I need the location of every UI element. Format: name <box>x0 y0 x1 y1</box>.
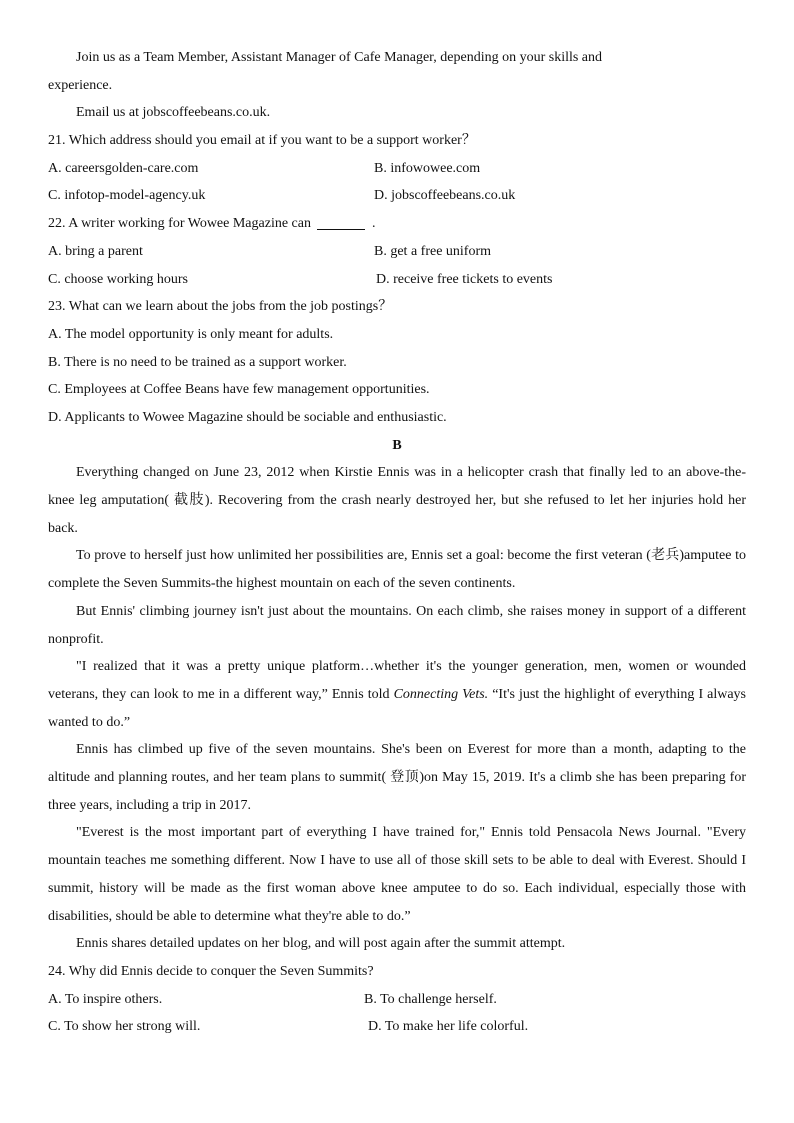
option-23-c: C. Employees at Coffee Beans have few management opportunities. <box>48 382 430 398</box>
question-24-stem: 24. Why did Ennis decide to conquer the Seven Summits? <box>48 963 374 979</box>
passage-b-paragraph-5: Ennis has climbed up five of the seven mountains. She's been on Everest for more than a month, adapting to the altitude and planning routes, and her team plans to summit( 登顶)on May 15, 2019. It's a climb she has been preparing for three years, including a trip in 2017. <box>48 742 746 813</box>
passage-b-paragraph-7: Ennis shares detailed updates on her blog, and will post again after the summit attempt. <box>76 936 566 952</box>
question-22-options-row-1 <box>48 238 746 266</box>
option-22-d: D. receive free tickets to events <box>376 271 553 287</box>
join-text: Join us as a Team Member, Assistant Manager of Cafe Manager, depending on your skills and <box>76 50 603 65</box>
question-24-options-row-2 <box>48 1013 746 1041</box>
option-23-d: D. Applicants to Wowee Magazine should be sociable and enthusiastic. <box>48 409 447 425</box>
option-24-b: B. To challenge herself. <box>364 991 497 1007</box>
option-22-a: A. bring a parent <box>48 243 143 259</box>
question-22-stem <box>48 210 746 238</box>
answer-blank <box>317 215 365 230</box>
question-22-options-row-2 <box>48 266 746 294</box>
option-22-c: C. choose working hours <box>48 271 188 287</box>
option-24-c: C. To show her strong will. <box>48 1019 201 1035</box>
question-21-options-row-1 <box>48 155 746 183</box>
section-b-heading: B <box>392 437 402 453</box>
option-21-a: A. careersgolden-care.com <box>48 160 199 176</box>
quote-source: Connecting Vets. <box>393 686 489 702</box>
option-24-a: A. To inspire others. <box>48 991 163 1007</box>
email-text: Email us at jobscoffeebeans.co.uk. <box>76 105 271 121</box>
quote-text: "I realized that it was a pretty unique platform…whether it's the younger generation, men, women or wounded veterans, they can look to me in a different way,” Ennis told <box>48 659 746 702</box>
passage-b-paragraph-3: But Ennis' climbing journey isn't just about the mountains. On each climb, she raises money in support of a different nonprofit. <box>48 603 746 647</box>
question-23-stem: 23. What can we learn about the jobs from the job postings？ <box>48 299 393 315</box>
option-21-c: C. infotop-model-agency.uk <box>48 188 206 204</box>
passage-b-paragraph-2: To prove to herself just how unlimited her possibilities are, Ennis set a goal: become the first veteran (老兵)amputee to complete the Seven Summits-the highest mountain on each of the seven continents. <box>48 548 746 592</box>
option-23-a: A. The model opportunity is only meant for adults. <box>48 326 334 342</box>
join-text-cont: experience. <box>48 77 113 93</box>
option-21-b: B. infowowee.com <box>374 160 481 176</box>
question-24-options-row-1 <box>48 986 746 1014</box>
passage-b-paragraph-4 <box>48 653 746 736</box>
question-22-stem-text: 22. A writer working for Wowee Magazine can <box>48 216 311 232</box>
passage-b-paragraph-1: Everything changed on June 23, 2012 when Kirstie Ennis was in a helicopter crash that finally led to an above-the-knee leg amputation( 截肢). Recovering from the crash nearly destroyed her, but she refused to let her injuries hold her back. <box>48 465 746 536</box>
option-22-b: B. get a free uniform <box>374 243 492 259</box>
quote-text-end: “It's just the highlight of everything I always wanted to do.” <box>48 686 746 730</box>
option-24-d: D. To make her life colorful. <box>368 1019 529 1035</box>
question-21-options-row-2 <box>48 182 746 210</box>
passage-b-paragraph-6: "Everest is the most important part of everything I have trained for," Ennis told Pensacola News Journal. "Every mountain teaches me something different. Now I have to use all of those skill sets to be able to deal with Everest. Should I summit, history will be made as the first woman above knee amputee to do so. Each individual, especially those with disabilities, should be able to determine what they're able to do.” <box>48 825 746 924</box>
question-22-stem-end: . <box>371 216 376 232</box>
exam-page <box>48 44 746 1041</box>
option-21-d: D. jobscoffeebeans.co.uk <box>374 188 516 204</box>
option-23-b: B. There is no need to be trained as a support worker. <box>48 354 347 370</box>
question-21-stem: 21. Which address should you email at if you want to be a support worker？ <box>48 133 476 149</box>
